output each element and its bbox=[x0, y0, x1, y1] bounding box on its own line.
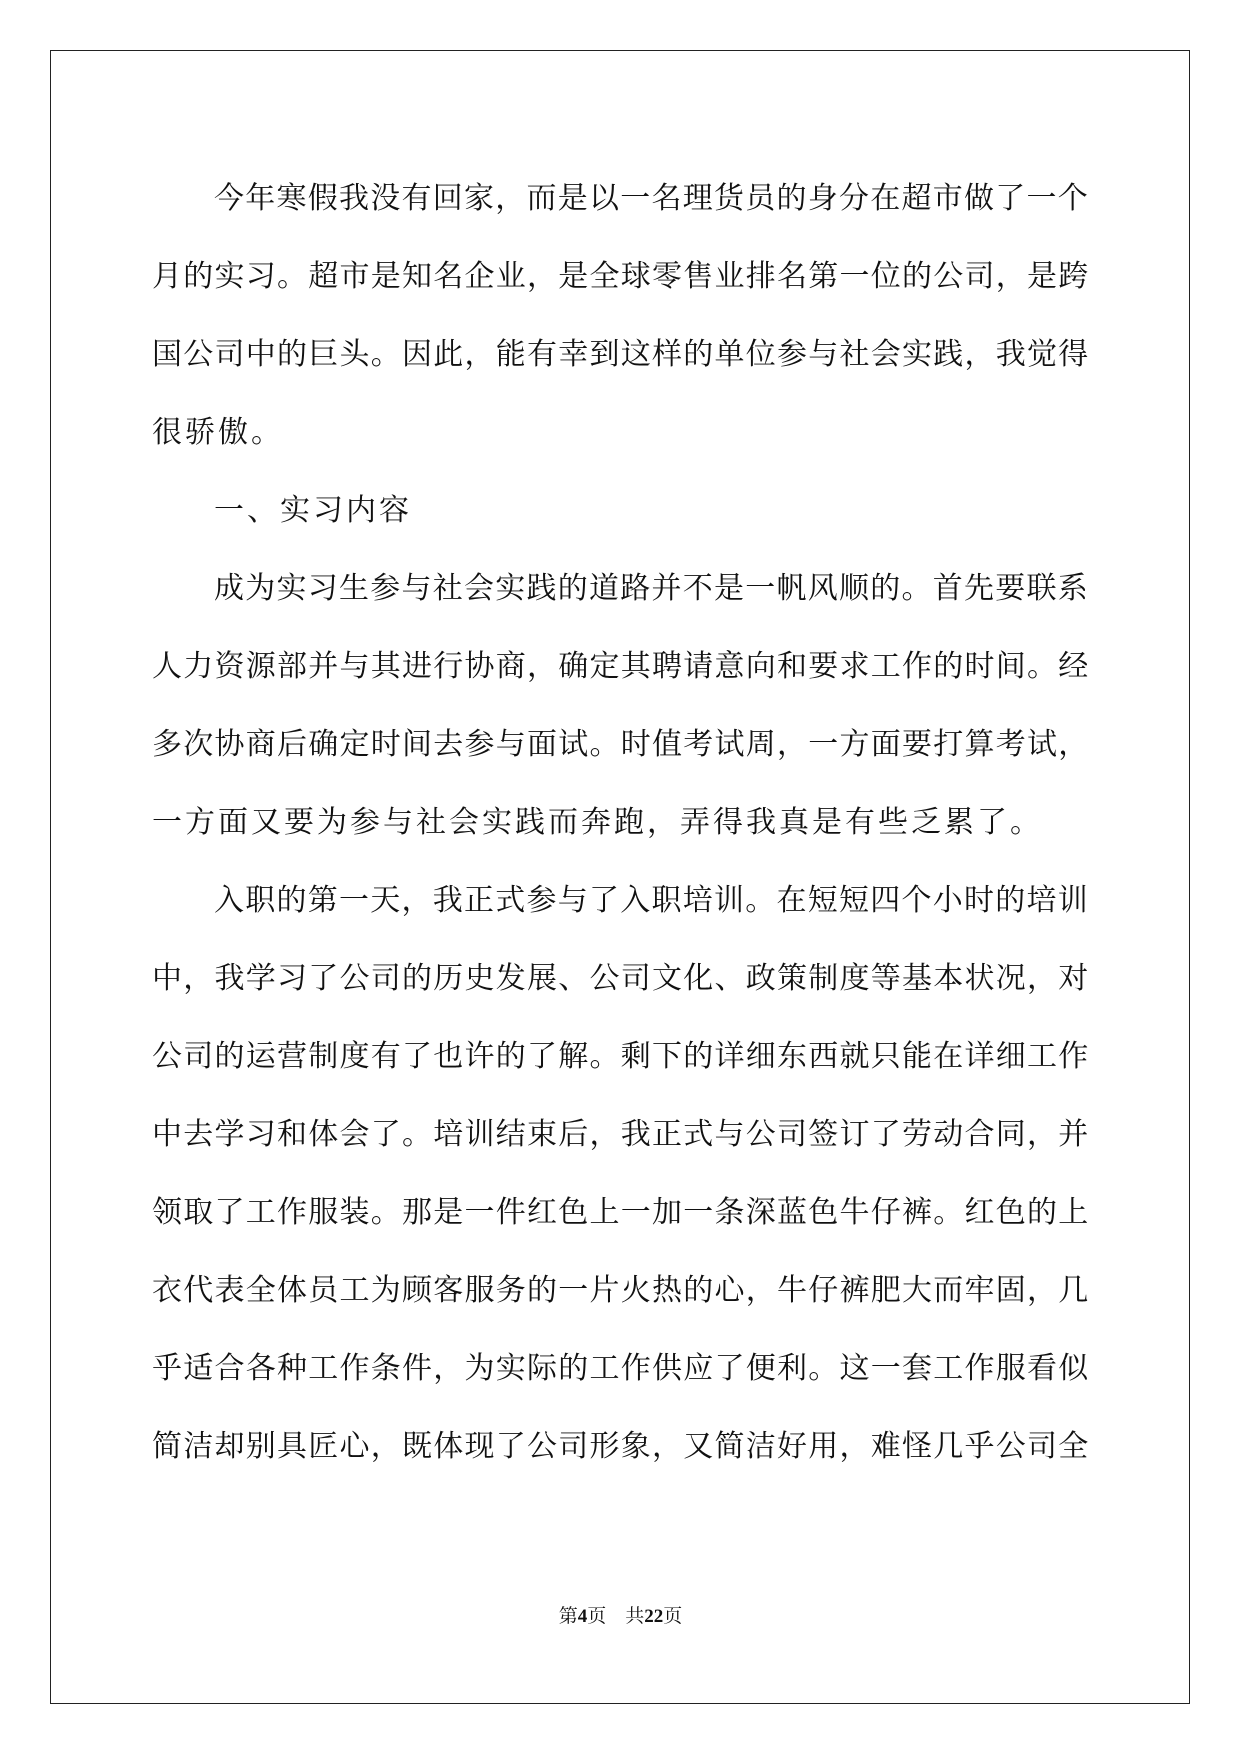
text-line: 中，我学习了公司的历史发展、公司文化、政策制度等基本状况，对 bbox=[152, 961, 1090, 996]
page-number: 4 bbox=[577, 1606, 588, 1627]
text-line: 很骄傲。 bbox=[152, 415, 284, 450]
text-line: 成为实习生参与社会实践的道路并不是一帆风顺的。首先要联系 bbox=[214, 571, 1089, 606]
text-lines bbox=[152, 160, 1092, 1486]
text-line: 公司的运营制度有了也许的了解。剩下的详细东西就只能在详细工作 bbox=[152, 1039, 1090, 1074]
document-body bbox=[152, 160, 1092, 1486]
text-line: 人力资源部并与其进行协商，确定其聘请意向和要求工作的时间。经 bbox=[152, 649, 1090, 684]
page-footer bbox=[0, 1601, 1241, 1628]
total-suffix: 页 bbox=[663, 1606, 683, 1627]
text-line: 国公司中的巨头。因此，能有幸到这样的单位参与社会实践，我觉得 bbox=[152, 337, 1090, 372]
text-line: 领取了工作服装。那是一件红色上一加一条深蓝色牛仔裤。红色的上 bbox=[152, 1195, 1090, 1230]
total-prefix: 共 bbox=[625, 1606, 645, 1627]
page-prefix: 第 bbox=[558, 1606, 578, 1627]
text-line: 中去学习和体会了。培训结束后，我正式与公司签订了劳动合同，并 bbox=[152, 1117, 1090, 1152]
text-line: 今年寒假我没有回家，而是以一名理货员的身分在超市做了一个 bbox=[214, 181, 1089, 216]
total-pages: 22 bbox=[644, 1606, 664, 1627]
text-line: 简洁却别具匠心，既体现了公司形象，又简洁好用，难怪几乎公司全 bbox=[152, 1429, 1090, 1464]
text-line: 一、实习内容 bbox=[214, 493, 412, 528]
text-line: 乎适合各种工作条件，为实际的工作供应了便利。这一套工作服看似 bbox=[152, 1351, 1090, 1386]
text-line: 一方面又要为参与社会实践而奔跑，弄得我真是有些乏累了。 bbox=[152, 805, 1043, 840]
text-line: 衣代表全体员工为顾客服务的一片火热的心，牛仔裤肥大而牢固，几 bbox=[152, 1273, 1090, 1308]
text-line: 月的实习。超市是知名企业，是全球零售业排名第一位的公司，是跨 bbox=[152, 259, 1090, 294]
text-line: 入职的第一天，我正式参与了入职培训。在短短四个小时的培训 bbox=[214, 883, 1089, 918]
page-suffix: 页 bbox=[587, 1606, 607, 1627]
text-line: 多次协商后确定时间去参与面试。时值考试周，一方面要打算考试， bbox=[152, 727, 1090, 762]
